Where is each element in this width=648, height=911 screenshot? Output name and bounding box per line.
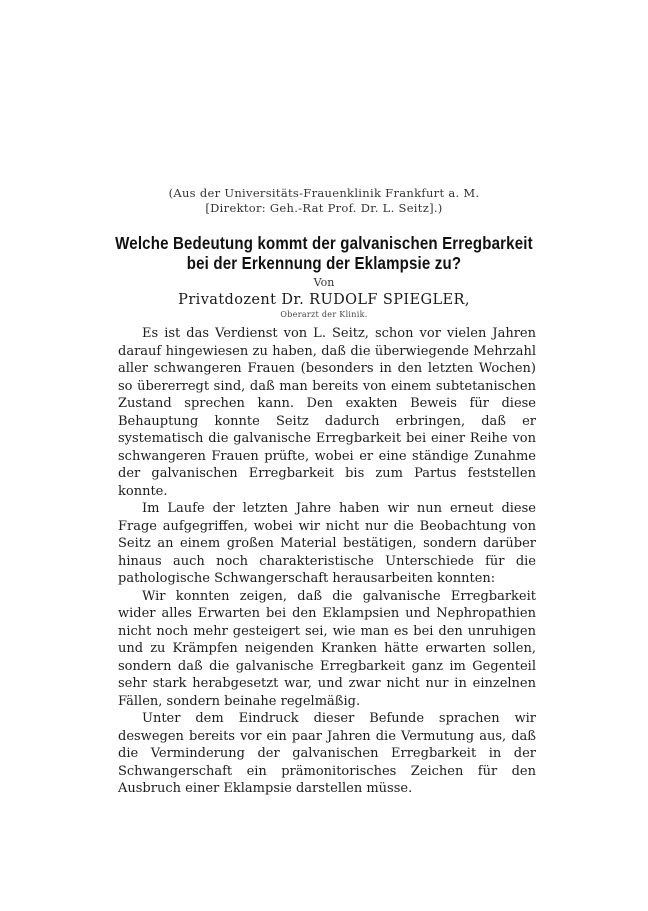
institution-line-1: (Aus der Universitäts-Frauenklinik Frankfurt a. M. [168, 186, 480, 200]
author-name: Privatdozent Dr. RUDOLF SPIEGLER, [178, 292, 470, 308]
byline-von: Von [313, 276, 335, 289]
author-position: Oberarzt der Klinik. [280, 310, 368, 319]
article-title-line-2: bei der Erkennung der Eklampsie zu? [186, 253, 462, 273]
body-paragraph-2: Im Laufe der letzten Jahre haben wir nun erneut diese Frage aufgegriffen, wobei wir nicht nur die Beobachtung von Seitz an einem großen Material bestätigen, sondern darüber hinaus auch noch charakteristische Unterschiede für die pathologische Schwangerschaft herausarbeiten konnten: [118, 501, 536, 586]
body-paragraph-3: Wir konnten zeigen, daß die galvanische Erregbarkeit wider alles Erwarten bei den Eklampsien und Nephropathien nicht noch mehr gesteigert sei, wie man es bei den unruhigen und zu Krämpfen neigenden Kranken hätte erwarten sollen, sondern daß die galvanische Erregbarkeit ganz im Gegenteil sehr stark herabgesetzt war, und zwar nicht nur in einzelnen Fällen, sondern beinahe regelmäßig. [118, 588, 536, 709]
institution-line-2: [Direktor: Geh.-Rat Prof. Dr. L. Seitz].) [205, 201, 443, 215]
article-body [118, 325, 536, 798]
article-title-line-1: Welche Bedeutung kommt der galvanischen Erregbarkeit [115, 233, 533, 253]
body-paragraph-1: Es ist das Verdienst von L. Seitz, schon vor vielen Jahren darauf hingewiesen zu haben, daß die überwiegende Mehrzahl aller schwangeren Frauen (besonders in den letzten Wochen) so übererregt sind, daß man bereits von einem subtetanischen Zustand sprechen kann. Den exakten Beweis für diese Behauptung konnte Seitz dadurch erbringen, daß er systematisch die galvanische Erregbarkeit bei einer Reihe von schwangeren Frauen prüfte, wobei er eine ständige Zunahme der galvanischen Erregbarkeit bis zum Partus feststellen konnte. [118, 326, 536, 499]
body-paragraph-4: Unter dem Eindruck dieser Befunde sprachen wir deswegen bereits vor ein paar Jahren die Vermutung aus, daß die Verminderung der galvanischen Erregbarkeit in der Schwangerschaft ein prämonitorisches Zeichen für den Ausbruch einer Eklampsie darstellen müsse. [118, 711, 536, 796]
